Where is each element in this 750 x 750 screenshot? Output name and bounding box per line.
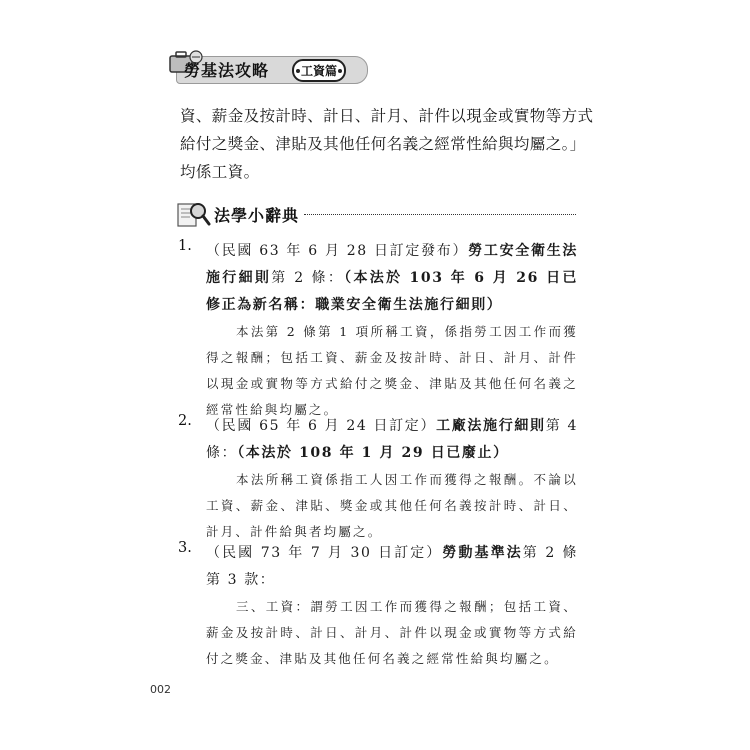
intro-line: 資、薪金及按計時、計日、計月、計件以現金或實物等方式 [180,107,594,125]
series-tag: 工資篇 [292,59,346,82]
heading-text: （民國 73 年 7 月 30 日訂定） [206,545,443,561]
item-heading [206,540,578,594]
list-item [178,413,578,545]
amendment-note: （本法於 103 年 6 月 26 日已修正為新名稱：職業安全衛生法施行細則） [206,270,578,313]
list-item [178,238,578,423]
law-title: 工廠法施行細則 [436,418,546,434]
section-title: 法學小辭典 [214,206,300,225]
series-header [160,48,380,88]
list-item [178,540,578,672]
magnifier-icon [176,198,212,230]
heading-text: （民國 65 年 6 月 24 日訂定） [206,418,437,434]
amendment-note: （本法於 108 年 1 月 29 日已廢止） [237,445,509,461]
series-title: 勞基法攻略 [184,61,270,80]
intro-line: 給付之獎金、津貼及其他任何名義之經常性給與均屬之。」 [180,135,586,153]
intro-paragraph [180,102,600,186]
item-number: 3. [178,540,192,556]
heading-text: 第 2 條： [271,270,345,286]
item-body: 三、工資：謂勞工因工作而獲得之報酬；包括工資、薪金及按計時、計日、計月、計件以現金或實物等方式給付之獎金、津貼及其他任何名義之經常性給與均屬之。 [206,599,578,666]
heading-text: 第 4 條： [206,418,578,461]
item-number: 1. [178,238,192,254]
item-body: 本法第 2 條第 1 項所稱工資，係指勞工因工作而獲得之報酬；包括工資、薪金及按計時、計日、計月、計件以現金或實物等方式給付之獎金、津貼及其他任何名義之經常性給與均屬之。 [206,324,578,417]
law-title: 勞工安全衛生法施行細則 [206,243,579,286]
item-heading [206,413,578,467]
item-body: 本法所稱工資係指工人因工作而獲得之報酬。不論以工資、薪金、津貼、獎金或其他任何名義按計時、計日、計月、計件給與者均屬之。 [206,472,578,539]
item-number: 2. [178,413,192,429]
heading-text: （民國 63 年 6 月 28 日訂定發布） [206,243,469,259]
page-number: 002 [150,683,171,696]
heading-text: 第 2 條第 3 款： [206,545,578,588]
item-heading [206,238,578,319]
dotted-rule [304,214,576,215]
intro-line: 均係工資。 [180,163,260,181]
section-heading [176,198,576,232]
law-title: 勞動基準法 [442,545,523,561]
